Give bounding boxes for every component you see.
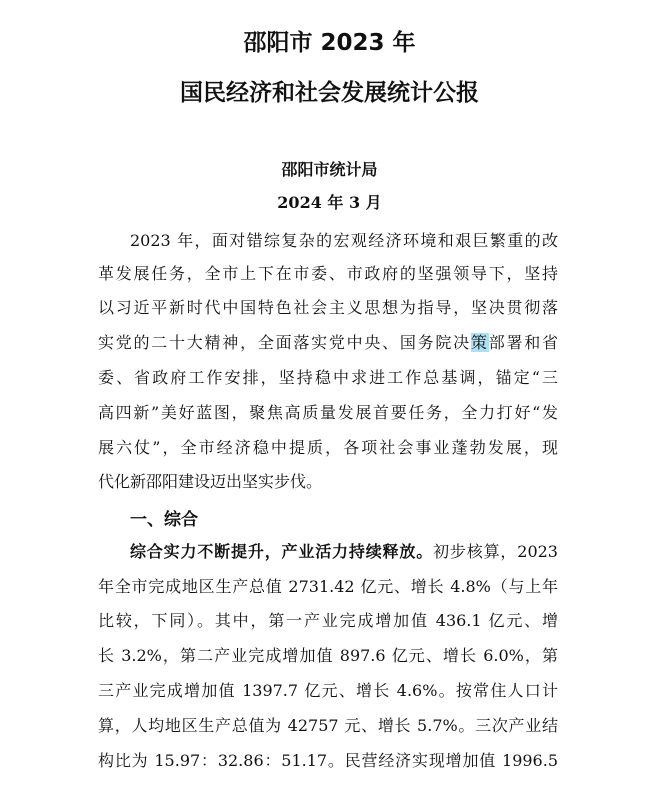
- intro-line: 以习近平新时代中国特色社会主义思想为指导，坚决贯彻落: [98, 298, 558, 317]
- intro-line-part: 部署和省: [488, 333, 558, 352]
- intro-line: [98, 330, 558, 353]
- intro-line: 展六仗”，全市经济稳中提质，各项社会事业蓬勃发展，现: [98, 438, 558, 457]
- report-title-line2: 国民经济和社会发展统计公报: [180, 80, 479, 106]
- intro-line: 代化新邵阳建设迈出坚实步伐。: [98, 472, 323, 491]
- section1-lead: 综合实力不断提升，产业活力持续释放。: [130, 542, 434, 561]
- section1-line: 长 3.2%，第二产业完成增加值 897.6 亿元、增长 6.0%，第: [98, 646, 558, 665]
- section1-line: 算，人均地区生产总值为 42757 元、增长 5.7%。三次产业结: [98, 716, 558, 735]
- publish-date: 2024 年 3 月: [277, 193, 382, 212]
- intro-line: 革发展任务，全市上下在市委、市政府的坚强领导下，坚持: [98, 264, 558, 283]
- report-title-line1: 邵阳市 2023 年: [243, 30, 416, 56]
- section-heading: 一、综合: [130, 510, 198, 530]
- section1-line: 三产业完成增加值 1397.7 亿元、增长 4.6%。按常住人口计: [98, 681, 558, 700]
- intro-line: 委、省政府工作安排，坚持稳中求进工作总基调，锚定“三: [98, 368, 558, 387]
- issuer: 邵阳市统计局: [281, 160, 378, 179]
- intro-line-part: 实党的二十大精神，全面落实党中央、国务院决: [98, 333, 471, 352]
- selection-highlight[interactable]: 策: [470, 333, 489, 352]
- section1-line: [130, 539, 558, 562]
- section1-line: 构比为 15.97：32.86：51.17。民营经济实现增加值 1996.5: [98, 751, 558, 770]
- intro-line: 2023 年，面对错综复杂的宏观经济环境和艰巨繁重的改: [130, 231, 558, 250]
- intro-line: 高四新”美好蓝图，聚焦高质量发展首要任务，全力打好“发: [98, 403, 558, 422]
- section1-line-part: 初步核算，2023: [433, 542, 558, 561]
- section1-line: 年全市完成地区生产总值 2731.42 亿元、增长 4.8%（与上年: [98, 577, 558, 596]
- section1-line: 比较，下同）。其中，第一产业完成增加值 436.1 亿元、增: [98, 611, 558, 630]
